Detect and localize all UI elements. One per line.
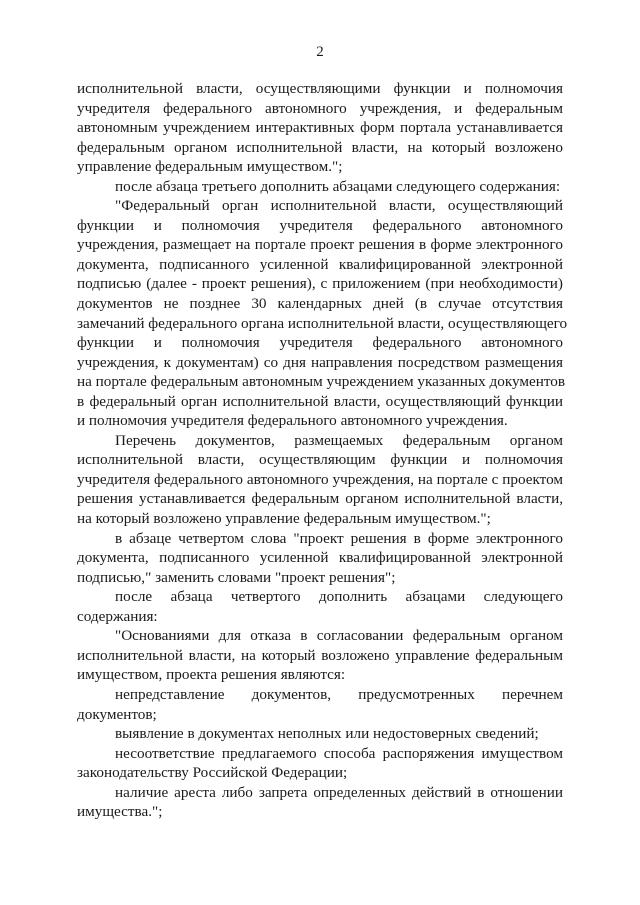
text-line: документов; [77,705,157,723]
text-line: документа, подписанного усиленной квалифицированной электронной [77,549,563,567]
text-line: в абзаце четвертом слова "проект решения в форме электронного [115,529,563,547]
text-line: "Основаниями для отказа в согласовании федеральным органом [115,627,563,645]
text-line: замечаний федерального органа исполнительной власти, осуществляющего [77,314,568,332]
text-line: документов не позднее 30 календарных дней (в случае отсутствия [77,295,563,313]
paragraph [77,79,563,177]
text-line: имуществом, проекта решения являются: [77,666,346,684]
text-line: подписью (далее - проект решения), с приложением (при необходимости) [77,275,563,293]
text-line: исполнительной власти, на который возложено управление федеральным [77,646,563,664]
paragraph [77,685,563,724]
paragraph [77,196,568,431]
text-line: функции и полномочия учредителя федерального автономного [77,334,563,352]
paragraph [77,177,563,197]
text-line: автономным учреждением интерактивных форм портала устанавливается [77,119,563,137]
paragraph [77,783,563,822]
text-line: несоответствие предлагаемого способа распоряжения имуществом [115,744,563,762]
text-line: федеральным органом исполнительной власти, на который возложено [77,138,563,156]
text-line: функции и полномочия учредителя федерального автономного [77,216,563,234]
text-line: непредставление документов, предусмотренных перечнем [115,685,563,703]
paragraph [77,587,563,626]
text-line: исполнительной власти, осуществляющим функции и полномочия [77,451,563,469]
text-line: управление федеральным имуществом."; [77,158,343,176]
text-line: на портале федеральным автономным учреждением указанных документов [77,373,566,391]
text-line: после абзаца третьего дополнить абзацами следующего содержания: [115,177,561,195]
text-line: документа, подписанного усиленной квалифицированной электронной [77,255,563,273]
paragraph [77,431,563,529]
text-line: "Федеральный орган исполнительной власти, осуществляющий [115,197,563,215]
text-line: Перечень документов, размещаемых федеральным органом [115,431,563,449]
text-line: на который возложено управление федеральным имуществом."; [77,510,491,528]
text-line: исполнительной власти, осуществляющими функции и полномочия [77,80,563,97]
paragraph [77,744,563,783]
text-line: и полномочия учредителя федерального автономного учреждения. [77,412,508,430]
text-line: выявление в документах неполных или недостоверных сведений; [115,725,539,743]
text-line: подписью," заменить словами "проект решения"; [77,568,396,586]
text-line: учредителя федерального автономного учреждения, и федеральным [77,99,563,117]
text-line: учреждения, к документам) со дня направления посредством размещения [77,353,563,371]
paragraph [77,724,563,744]
text-line: наличие ареста либо запрета определенных действий в отношении [115,783,563,801]
text-line: в федеральный орган исполнительной власти, осуществляющий функции [77,392,563,410]
document-body [77,79,568,822]
text-line: после абзаца четвертого дополнить абзацами следующего [115,588,563,606]
text-line: содержания: [77,607,158,625]
paragraph [77,626,563,685]
paragraph [77,529,563,588]
text-line: учредителя федерального автономного учреждения, на портале с проектом [77,470,563,488]
text-line: решения устанавливается федеральным органом исполнительной власти, [77,490,563,508]
text-line: учреждения, размещает на портале проект решения в форме электронного [77,236,563,254]
text-line: законодательству Российской Федерации; [77,764,348,782]
text-line: имущества."; [77,803,163,821]
page-number: 2 [316,44,324,60]
